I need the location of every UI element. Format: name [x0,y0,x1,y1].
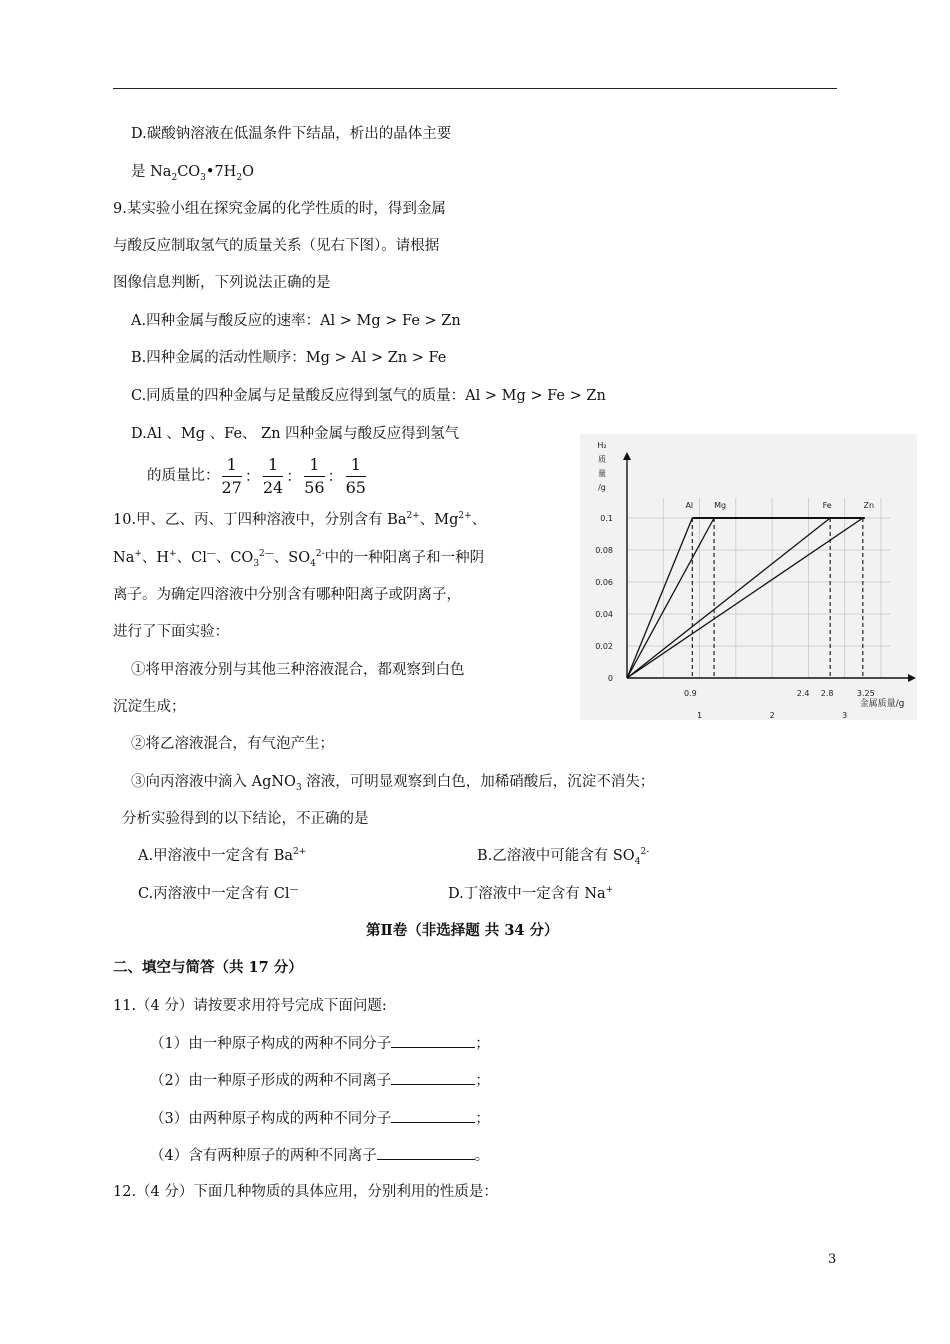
y-tick-label: 0.08 [595,546,613,555]
q9-option-d-line2: 的质量比： $\frac{1}{27}$ ： $\frac{1}{24}$ ： $\frac{1}{56}$ ： $\frac{1}{65}$ [147,454,366,497]
x-tick-label: 3.25 [856,689,875,698]
answer-blank-4[interactable] [377,1145,475,1160]
x-axis-arrow [908,674,916,682]
series-line-fe [627,518,830,678]
q10-option-c: C.丙溶液中一定含有 Cl— [138,885,299,902]
y-tick-label: 0.06 [595,578,613,587]
q11-item-4: （4）含有两种原子的两种不同离子 。 [150,1145,489,1166]
q11-item-1: （1）由一种原子构成的两种不同分子 ； [150,1033,490,1054]
q9-stem-line1: 9.某实验小组在探究金属的化学性质的时，得到金属 [113,201,446,217]
series-label-al: Al [685,501,694,510]
hydrogen-mass-chart [580,434,917,720]
x-tick-label: 2.4 [796,689,810,698]
q8-option-d-line1: D.碳酸钠溶液在低温条件下结晶，析出的晶体主要 [131,126,452,142]
q9-stem-line3: 图像信息判断，下列说法正确的是 [113,275,331,291]
q10-analysis: 分析实验得到的以下结论，不正确的是 [122,811,369,827]
q10-stem-line4: 进行了下面实验： [113,624,229,640]
series-line-al [627,518,692,678]
section-2-title: 第Ⅱ卷（非选择题 共 34 分） [366,922,559,939]
q12-stem: 12.（4 分）下面几种物质的具体应用，分别利用的性质是： [113,1184,498,1200]
q10-option-d: D.丁溶液中一定含有 Na+ [448,885,614,902]
x-axis-label: 金属质量/g [859,699,905,709]
series-label-zn: Zn [863,501,875,510]
fraction-fe: $\frac{1}{56}$ [304,454,325,497]
q10-stem-line1: 10.甲、乙、丙、丁四种溶液中，分别含有 $Ba^{2+}$、$Mg^{2+}$、 [113,511,487,528]
q9-option-d-line1: D.Al 、Mg 、Fe、 Zn 四种金属与酸反应得到氢气 [131,426,460,442]
y-tick-label: 0.1 [600,514,613,523]
y-axis-label: /g [598,483,606,492]
q11-item-3: （3）由两种原子构成的两种不同分子 ； [150,1108,490,1129]
y-axis-label: 质 [598,455,606,464]
top-rule [113,88,837,89]
q9-stem-line2: 与酸反应制取氢气的质量关系（见右下图）。请根据 [113,238,440,254]
y-axis-label: H₂ [597,441,607,450]
q10-step2: ②将乙溶液混合，有气泡产生； [131,736,334,752]
q10-option-a: A.甲溶液中一定含有 $Ba^{2+}$ [138,847,307,864]
x-tick-label: 2.8 [820,689,834,698]
q10-option-b: B.乙溶液中可能含有 $SO_4^{2-}$ [477,847,650,867]
x-tick-label: 0.9 [683,689,697,698]
fraction-zn: $\frac{1}{65}$ [345,454,366,497]
part-2-title: 二、填空与简答（共 17 分） [113,959,303,976]
q9-option-a: A.四种金属与酸反应的速率：Al > Mg > Fe > Zn [131,313,461,329]
q10-step1-line1: ①将甲溶液分别与其他三种溶液混合，都观察到白色 [131,662,465,678]
y-tick-label: 0 [607,674,613,683]
series-line-mg [627,518,714,678]
series-label-mg: Mg [714,501,727,510]
q10-step3: ③向丙溶液中滴入 AgNO$_3$ 溶液，可明显观察到白色，加稀硝酸后，沉淀不消失； [131,774,655,793]
q8-option-d-line2: 是 $Na_2CO_3•7H_2O$ [131,164,254,183]
fraction-mg: $\frac{1}{24}$ [262,454,284,497]
chart-svg [580,434,917,720]
y-axis-arrow [623,452,631,460]
y-tick-label: 0.04 [595,610,613,619]
y-axis-label: 量 [598,469,606,478]
q10-stem-line3: 离子。为确定四溶液中分别含有哪种阳离子或阴离子， [113,587,461,603]
q10-step1-line2: 沉淀生成； [113,699,186,715]
page-number: 3 [828,1252,837,1267]
q10-stem-line2: Na+、H+、Cl—、$CO_3^{2—}$、$SO_4^{2-}$中的一种阳离子和一种阴 [113,549,485,569]
answer-blank-2[interactable] [391,1070,475,1085]
answer-blank-3[interactable] [391,1108,475,1123]
x-major-tick-label: 2 [769,711,775,720]
y-tick-label: 0.02 [595,642,613,651]
q11-stem: 11.（4 分）请按要求用符号完成下面问题: [113,998,387,1014]
series-line-zn [627,518,863,678]
q11-item-2: （2）由一种原子形成的两种不同离子 ； [150,1070,490,1091]
x-major-tick-label: 1 [697,711,703,720]
q9-option-c: C.同质量的四种金属与足量酸反应得到氢气的质量：Al > Mg > Fe > Zn [131,388,606,404]
series-label-fe: Fe [822,501,832,510]
answer-blank-1[interactable] [391,1033,475,1048]
x-major-tick-label: 3 [842,711,848,720]
q9-option-b: B.四种金属的活动性顺序：Mg > Al > Zn > Fe [131,350,447,366]
fraction-al: $\frac{1}{27}$ [221,454,242,497]
